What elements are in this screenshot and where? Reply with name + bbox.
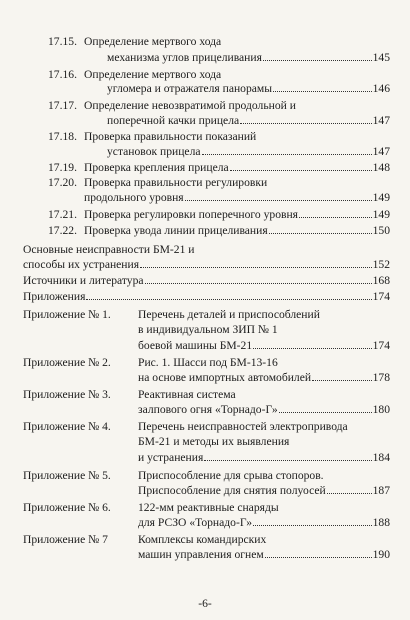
toc-page-number: 146 [372, 82, 390, 95]
toc-entry [23, 257, 390, 272]
toc-title: установок прицела [107, 145, 201, 158]
toc-page-number: 174 [372, 339, 390, 352]
dot-leader [240, 122, 371, 124]
toc-page-number: 152 [372, 258, 390, 271]
toc-number: 17.19. [48, 161, 77, 174]
toc-page-number: 190 [372, 548, 390, 561]
toc-number: 17.20. [48, 176, 77, 189]
dot-leader [202, 153, 372, 155]
toc-title: Перечень деталей и приспособлений [138, 308, 320, 321]
toc-title: Комплексы командирских [138, 533, 267, 546]
toc-number: Приложение № 4. [23, 420, 111, 433]
toc-entry [23, 273, 390, 288]
toc-number: 17.16. [48, 68, 77, 81]
toc-title: угломера и отражателя панорамы [107, 82, 273, 95]
dot-leader [269, 232, 372, 234]
toc-number: Приложение № 6. [23, 501, 111, 514]
dot-leader [299, 216, 372, 218]
toc-number: 17.18. [48, 130, 77, 143]
toc-page-number: 180 [372, 403, 390, 416]
toc-number: 17.17. [48, 99, 77, 112]
toc-number: 17.15. [48, 35, 77, 48]
toc-title: Проверка правильности показаний [84, 130, 257, 143]
toc-page-number: 145 [372, 51, 390, 64]
toc-entry [138, 483, 390, 498]
toc-title: БМ-21 и методы их выявления [138, 435, 290, 448]
dot-leader [273, 90, 372, 92]
dot-leader [253, 347, 371, 349]
toc-entry [23, 289, 390, 304]
toc-title: Реактивная система [138, 388, 236, 401]
toc-entry [138, 547, 390, 562]
toc-page-number: 168 [372, 274, 390, 287]
toc-title: Источники и литература [23, 274, 144, 287]
toc-title: Проверка регулировки поперечного уровня [84, 208, 298, 221]
dot-leader [204, 459, 371, 461]
toc-title: поперечной качки прицела [107, 114, 240, 127]
toc-entry [138, 338, 390, 353]
toc-page-number: 178 [372, 371, 390, 384]
toc-page-number: 149 [372, 208, 390, 221]
toc-entry [84, 190, 390, 205]
toc-title: Приспособление для срыва стопоров. [138, 469, 324, 482]
toc-page-number: 184 [372, 451, 390, 464]
toc-page-number: 148 [372, 161, 390, 174]
toc-entry [138, 370, 390, 385]
toc-number: Приложение № 3. [23, 388, 111, 401]
toc-entry [107, 81, 390, 96]
toc-number: Приложение № 7 [23, 533, 108, 546]
toc-title: в индивидуальном ЗИП № 1 [138, 323, 278, 336]
dot-leader [140, 266, 372, 268]
dot-leader [279, 411, 372, 413]
toc-title: Перечень неисправностей электропривода [138, 420, 348, 433]
dot-leader [265, 556, 372, 558]
toc-title: и устранения [138, 451, 204, 464]
dot-leader [263, 59, 372, 61]
dot-leader [145, 282, 372, 284]
toc-title: механизма углов прицеливания [107, 51, 262, 64]
toc-title: Проверка крепления прицела [84, 161, 229, 174]
toc-title: залпового огня «Торнадо-Г» [138, 403, 278, 416]
toc-number: Приложение № 2. [23, 356, 111, 369]
toc-title: Определение невозвратимой продольной и [84, 99, 296, 112]
toc-number: Приложение № 5. [23, 469, 111, 482]
toc-entry [138, 402, 390, 417]
dot-leader [253, 524, 372, 526]
toc-title: Проверка правильности регулировки [84, 176, 268, 189]
toc-page-number: 147 [372, 145, 390, 158]
toc-page-number: 150 [372, 224, 390, 237]
toc-title: Рис. 1. Шасси под БМ-13-16 [138, 356, 278, 369]
toc-entry [138, 515, 390, 530]
dot-leader [312, 379, 372, 381]
toc-title: Приспособление для снятия полуосей [138, 484, 326, 497]
toc-title: Определение мертвого хода [84, 68, 222, 81]
toc-number: Приложение № 1. [23, 308, 111, 321]
toc-page-number: 188 [372, 516, 390, 529]
toc-title: продольного уровня [84, 191, 184, 204]
toc-entry [138, 450, 390, 465]
toc-entry [107, 50, 390, 65]
toc-page-number: 149 [372, 191, 390, 204]
toc-entry [84, 223, 390, 238]
toc-title: для РСЗО «Торнадо-Г» [138, 516, 253, 529]
toc-entry [84, 207, 390, 222]
toc-title: Определение мертвого хода [84, 35, 222, 48]
toc-number: 17.21. [48, 208, 77, 221]
toc-title: способы их устранения [23, 258, 140, 271]
toc-title: 122-мм реактивные снаряды [138, 501, 279, 514]
dot-leader [86, 298, 371, 300]
toc-entry [107, 113, 390, 128]
toc-number: 17.22. [48, 224, 77, 237]
dot-leader [327, 492, 372, 494]
toc-title: Основные неисправности БМ-21 и [23, 243, 195, 256]
toc-page-number: 147 [372, 114, 390, 127]
toc-title: Проверка увода линии прицеливания [84, 224, 268, 237]
dot-leader [185, 199, 372, 201]
toc-page-number: 187 [372, 484, 390, 497]
dot-leader [230, 169, 372, 171]
toc-title: на основе импортных автомобилей [138, 371, 312, 384]
page-number-footer: -6- [198, 597, 212, 610]
toc-title: боевой машины БМ-21 [138, 339, 253, 352]
toc-page-number: 174 [372, 290, 390, 303]
toc-entry [84, 160, 390, 175]
toc-entry [107, 144, 390, 159]
toc-title: машин управления огнем [138, 548, 264, 561]
toc-title: Приложения [23, 290, 86, 303]
